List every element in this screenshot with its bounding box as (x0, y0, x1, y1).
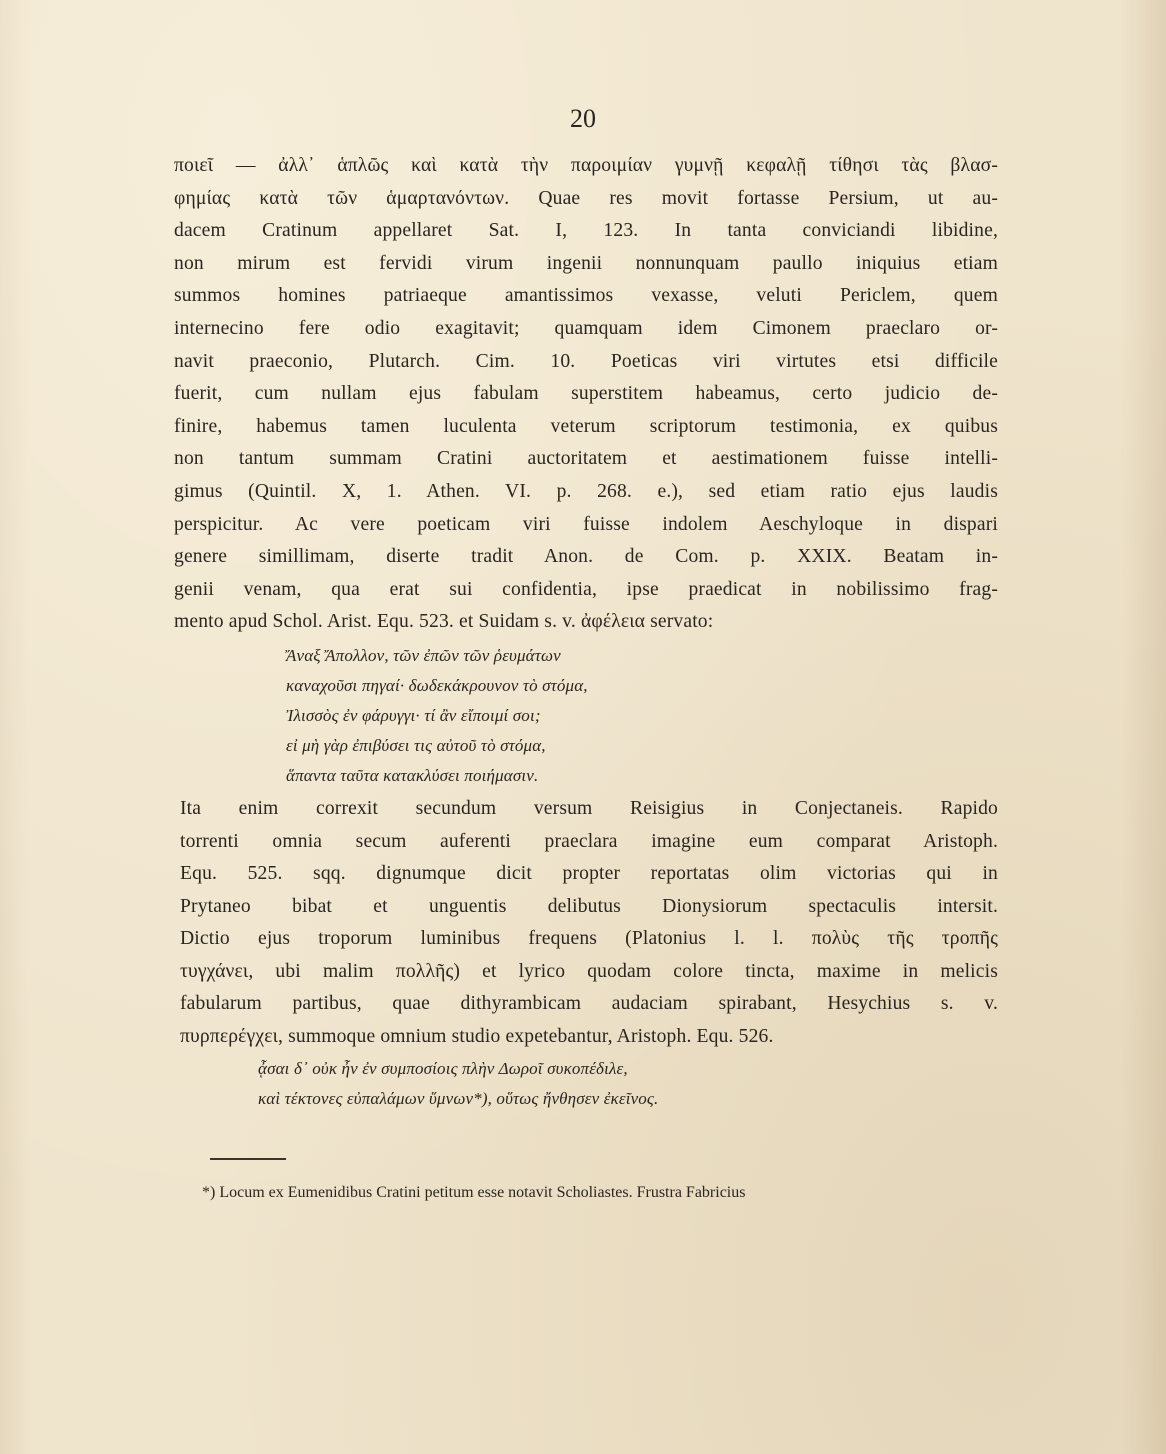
text-line: genii venam, qua erat sui confidentia, ipse praedicat in nobilissimo frag- (174, 578, 998, 600)
paragraph-1 (174, 150, 998, 639)
paragraph-2 (180, 793, 998, 1054)
text-line: ποιεῖ — ἀλλ᾽ ἁπλῶς καὶ κατὰ τὴν παροιμίαν γυμνῇ κεφαλῇ τίθησι τὰς βλασ- (174, 155, 998, 176)
greek-verse-quotation (286, 641, 998, 791)
text-line: φημίας κατὰ τῶν ἁμαρτανόντων. Quae res movit fortasse Persium, ut au- (174, 187, 998, 209)
text-line: Dictio ejus troporum luminibus frequens (Platonius l. l. πολὺς τῆς τροπῆς (180, 928, 998, 950)
verse-line: καὶ τέκτονες εὐπαλάμων ὕμνων*), οὕτως ἤνθησεν ἐκεῖνος. (258, 1088, 659, 1108)
page-number: 20 (570, 104, 596, 133)
verse-line: εἰ μὴ γὰρ ἐπιβύσει τις αὐτοῦ τὸ στόμα, (286, 735, 546, 755)
footnote: *) Locum ex Eumenidibus Cratini petitum esse notavit Scholiastes. Frustra Fabricius (202, 1184, 746, 1201)
text-line: non tantum summam Cratini auctoritatem et aestimationem fuisse intelli- (174, 448, 998, 470)
text-line: non mirum est fervidi virum ingenii nonnunquam paullo iniquius etiam (174, 252, 998, 274)
text-line: πυρπερέγχει, summoque omnium studio expetebantur, Aristoph. Equ. 526. (180, 1026, 774, 1048)
text-line: Prytaneo bibat et unguentis delibutus Dionysiorum spectaculis intersit. (180, 895, 998, 917)
verse-line: καναχοῦσι πηγαί· δωδεκάκρουνον τὸ στόμα, (286, 675, 588, 695)
greek-verse-quotation-2 (258, 1054, 998, 1114)
text-line: Equ. 525. sqq. dignumque dicit propter reportatas olim victorias qui in (180, 863, 998, 885)
verse-line: Ἰλισσὸς ἐν φάρυγγι· τί ἂν εἴποιμί σοι; (286, 705, 541, 725)
verse-line: Ἄναξ Ἄπολλον, τῶν ἐπῶν τῶν ῥευμάτων (286, 645, 561, 665)
text-line: mento apud Schol. Arist. Equ. 523. et Suidam s. v. ἀφέλεια servato: (174, 611, 714, 633)
text-line: perspicitur. Ac vere poeticam viri fuisse indolem Aeschyloque in dispari (174, 513, 998, 535)
text-line: summos homines patriaeque amantissimos vexasse, veluti Periclem, quem (174, 285, 998, 307)
text-line: torrenti omnia secum auferenti praeclara imagine eum comparat Aristoph. (180, 830, 998, 852)
verse-line: ἅπαντα ταῦτα κατακλύσει ποιήμασιν. (286, 765, 539, 785)
text-line: finire, habemus tamen luculenta veterum scriptorum testimonia, ex quibus (174, 415, 998, 437)
text-line: dacem Cratinum appellaret Sat. I, 123. In tanta conviciandi libidine, (174, 220, 998, 242)
main-text (174, 150, 998, 1114)
text-line: fabularum partibus, quae dithyrambicam audaciam spirabant, Hesychius s. v. (180, 993, 998, 1015)
text-line: Ita enim correxit secundum versum Reisigius in Conjectaneis. Rapido (180, 797, 998, 819)
text-line: genere simillimam, diserte tradit Anon. de Com. p. XXIX. Beatam in- (174, 546, 998, 568)
verse-line: ᾆσαι δ᾽ οὐκ ἦν ἐν συμποσίοις πλὴν Δωροῖ συκοπέδιλε, (258, 1058, 628, 1078)
text-line: navit praeconio, Plutarch. Cim. 10. Poeticas viri virtutes etsi difficile (174, 350, 998, 372)
text-line: fuerit, cum nullam ejus fabulam superstitem habeamus, certo judicio de- (174, 383, 998, 405)
text-line: τυγχάνει, ubi malim πολλῆς) et lyrico quodam colore tincta, maxime in melicis (180, 960, 998, 982)
footnote-divider (210, 1158, 286, 1160)
text-line: gimus (Quintil. X, 1. Athen. VI. p. 268. e.), sed etiam ratio ejus laudis (174, 480, 998, 502)
text-line: internecino fere odio exagitavit; quamquam idem Cimonem praeclaro or- (174, 317, 998, 339)
